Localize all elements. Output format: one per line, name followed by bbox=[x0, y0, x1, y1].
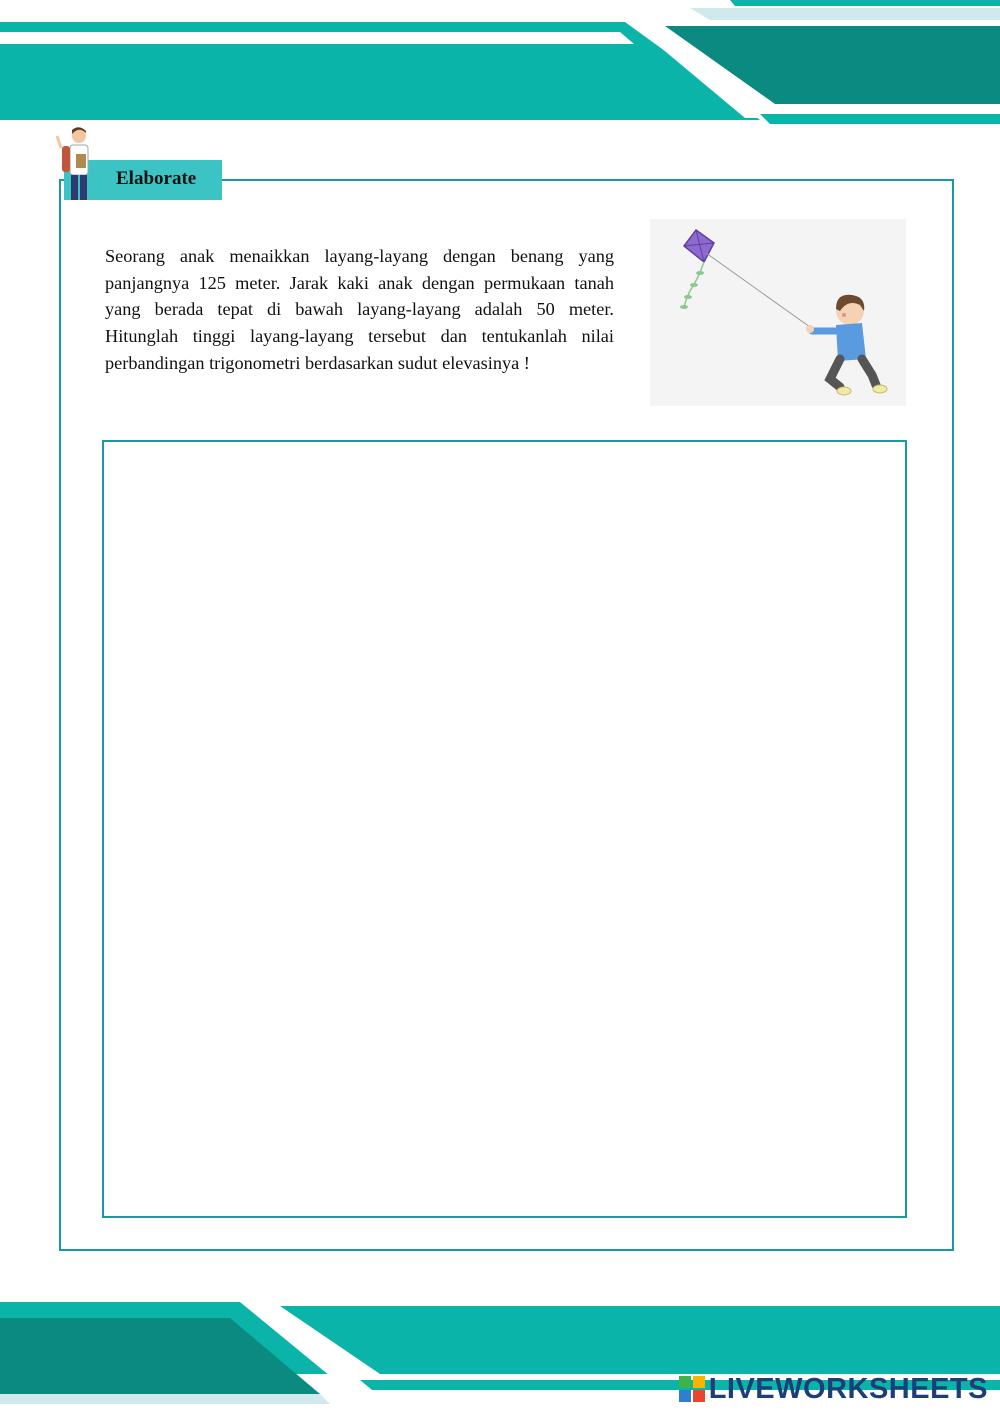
teacher-icon bbox=[52, 126, 102, 202]
question-text: Seorang anak menaikkan layang-layang dengan benang yang panjangnya 125 meter. Jarak kaki anak dengan permukaan tanah yang berada tepat di bawah layang-layang adalah 50 meter. Hitunglah tinggi layang-layang tersebut dan tentukanlah nilai perbandingan trigonometri berdasarkan sudut elevasinya ! bbox=[105, 246, 614, 373]
answer-area[interactable] bbox=[102, 440, 907, 1218]
watermark-text: LIVEWORKSHEETS bbox=[708, 1373, 988, 1405]
kite-boy-illustration bbox=[650, 219, 906, 406]
liveworksheets-logo-icon bbox=[679, 1376, 705, 1402]
liveworksheets-watermark bbox=[679, 1372, 988, 1406]
top-banner-decoration bbox=[0, 0, 1000, 130]
section-title: Elaborate bbox=[116, 168, 197, 189]
